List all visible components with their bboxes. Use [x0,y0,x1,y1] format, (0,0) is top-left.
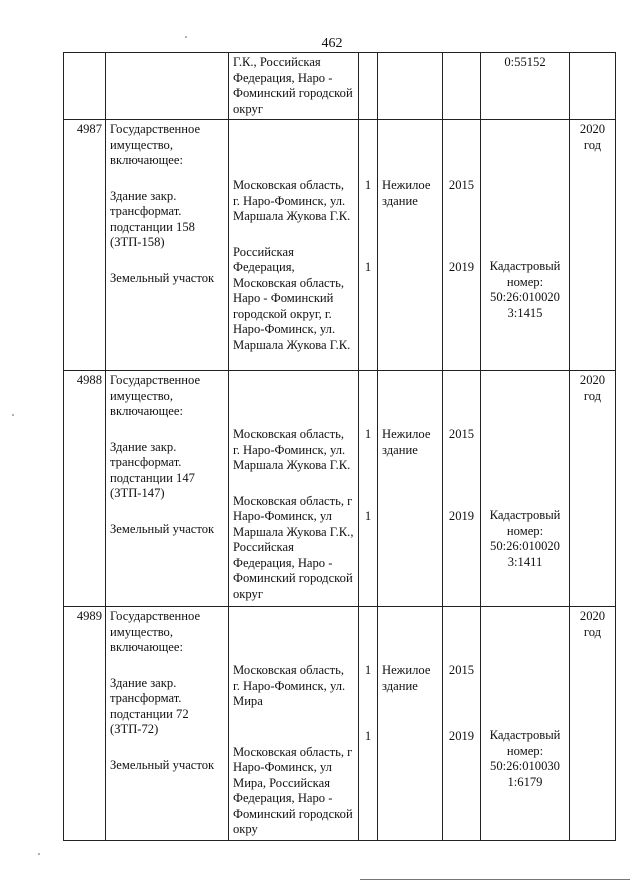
item-cadastral: Кадастровый номер: 50:26:010030 1:6179 [489,728,561,789]
cell-year-right [570,120,616,371]
address-text: Г.К., Российская Федерация, Наро - Фоминский городской округ [233,55,353,116]
cell-type [378,53,443,120]
cell-address [229,371,359,607]
cell-cadastral [481,53,570,120]
table-row [64,120,616,371]
scan-speck [12,414,14,416]
item-year: 2015 [448,427,475,441]
cell-qty [359,53,378,120]
item-address: Московская область, г Наро-Фоминск, ул Мира, Российская Федерация, Наро - Фоминский городской окру [233,744,353,836]
item-year: 2015 [448,663,475,677]
cell-year [443,53,481,120]
registry-table [63,52,616,841]
cell-number [64,371,106,607]
cell-qty [359,120,378,371]
item-cadastral: Кадастровый номер: 50:26:010020 3:1415 [489,259,561,320]
item-type: Нежилое здание [382,178,431,208]
item-type: Нежилое здание [382,663,431,693]
cell-cadastral [481,607,570,841]
entry-year: 2020 год [579,373,606,403]
cell-year [443,607,481,841]
entry-title: Государственное имущество, включающее: [110,122,201,167]
scan-edge-line [360,879,630,880]
cell-type [378,607,443,841]
item-name: Земельный участок [110,757,215,772]
entry-year: 2020 год [579,122,606,152]
cell-year [443,371,481,607]
item-year: 2019 [448,508,475,523]
cell-name [106,371,229,607]
cell-year-right [570,607,616,841]
item-qty: 1 [364,178,372,192]
item-qty: 1 [364,259,372,274]
item-cadastral: Кадастровый номер: 50:26:010020 3:1411 [489,508,561,569]
item-year: 2019 [448,728,475,743]
table-row [64,607,616,841]
cell-number [64,120,106,371]
cell-qty [359,371,378,607]
cell-name [106,120,229,371]
item-qty: 1 [364,508,372,523]
item-type: Нежилое здание [382,427,431,457]
entry-title: Государственное имущество, включающее: [110,373,201,418]
entry-title: Государственное имущество, включающее: [110,609,201,654]
cell-address [229,120,359,371]
cell-qty [359,607,378,841]
cell-type [378,120,443,371]
cell-name [106,607,229,841]
cell-address [229,607,359,841]
cadastral-text: 0:55152 [504,55,546,69]
item-name: Здание закр. трансформат. подстанции 147 (ЗТП-147) [110,439,195,500]
item-name: Здание закр. трансформат. подстанции 158 (ЗТП-158) [110,188,195,249]
entry-number: 4988 [76,373,102,387]
item-name: Земельный участок [110,270,215,285]
item-name: Здание закр. трансформат. подстанции 72 (ЗТП-72) [110,675,189,736]
entry-number: 4987 [76,122,102,136]
item-address: Московская область, г. Наро-Фоминск, ул. Маршала Жукова Г.К. [233,178,351,223]
cell-year-right [570,371,616,607]
item-qty: 1 [364,427,372,441]
entry-number: 4989 [76,609,102,623]
scan-speck [185,36,187,38]
cell-number [64,53,106,120]
cell-number [64,607,106,841]
item-year: 2019 [448,259,475,274]
item-year: 2015 [448,178,475,192]
cell-name [106,53,229,120]
cell-type [378,371,443,607]
item-address: Московская область, г Наро-Фоминск, ул Маршала Жукова Г.К., Российская Федерация, Наро - Фоминский городской округ [233,493,354,601]
item-address: Московская область, г. Наро-Фоминск, ул. Маршала Жукова Г.К. [233,427,351,472]
item-qty: 1 [364,728,372,743]
item-address: Московская область, г. Наро-Фоминск, ул. Мира [233,663,346,708]
cell-year-right [570,53,616,120]
item-address: Российская Федерация, Московская область, Наро - Фоминский городской округ, г. Наро-Фоминск, ул. Маршала Жукова Г.К. [233,244,351,352]
cell-cadastral [481,120,570,371]
cell-year [443,120,481,371]
page-number: 462 [321,36,343,51]
item-name: Земельный участок [110,521,215,536]
entry-year: 2020 год [579,609,606,639]
table-row [64,371,616,607]
scan-speck [38,853,40,855]
cell-address [229,53,359,120]
table-row [64,53,616,120]
item-qty: 1 [364,663,372,677]
cell-cadastral [481,371,570,607]
